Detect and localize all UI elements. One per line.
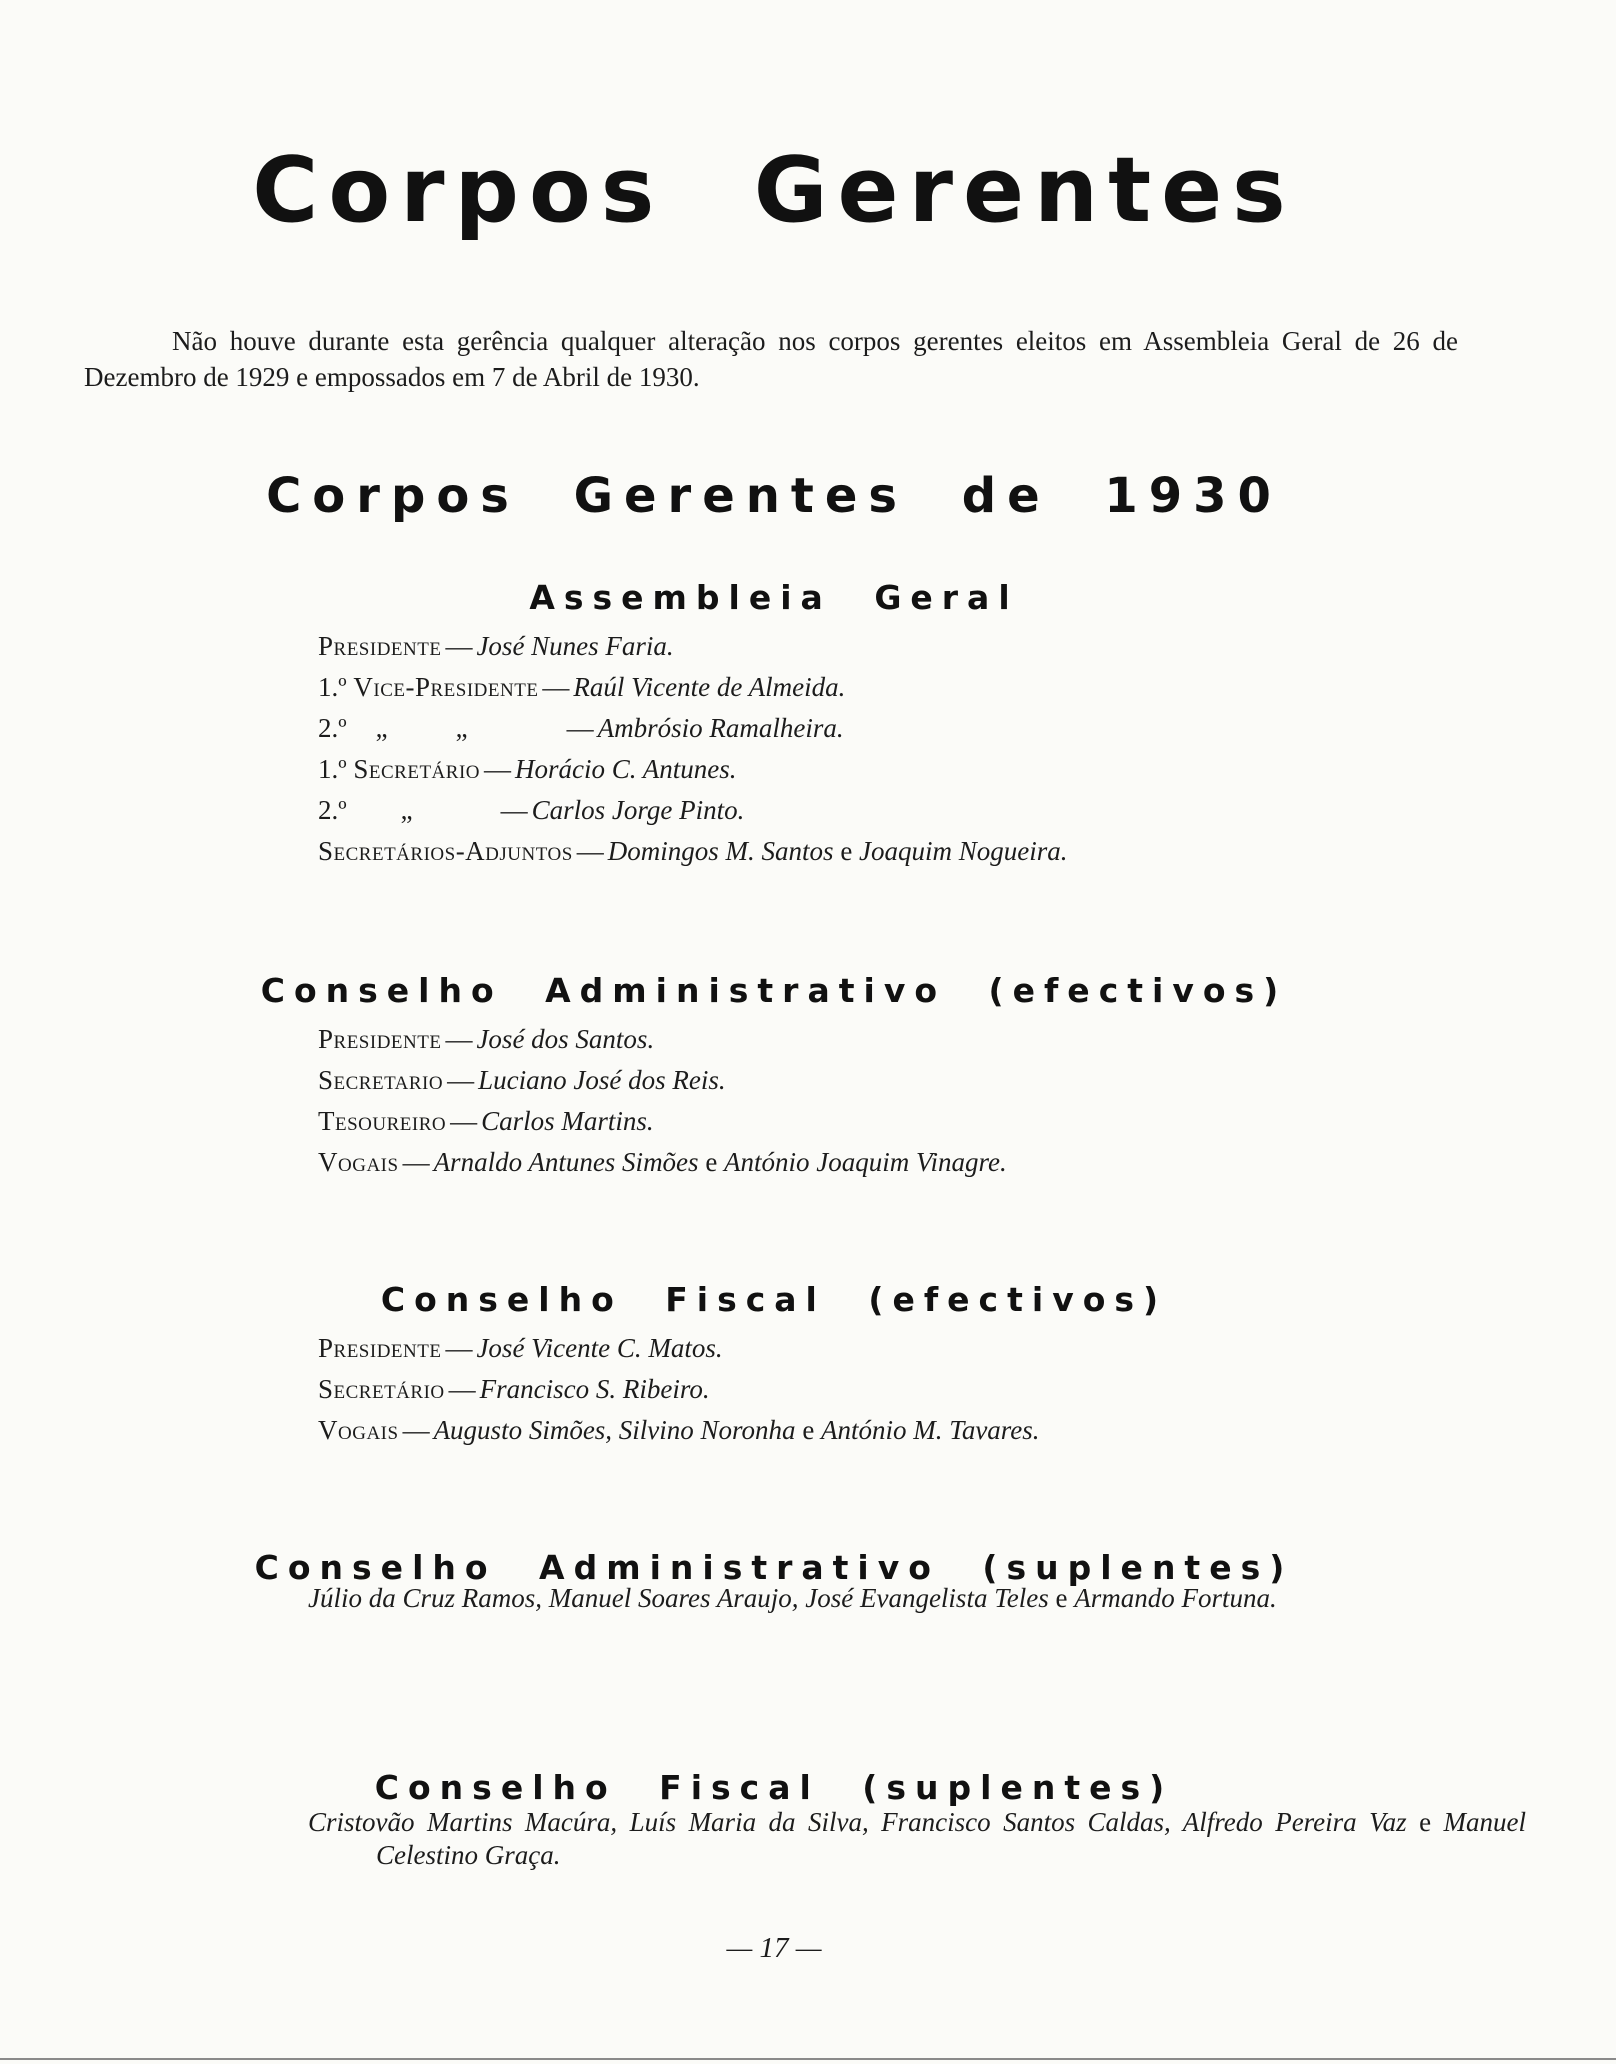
dash: — <box>576 836 604 866</box>
fiscal-efectivos-heading: Conselho Fiscal (efectivos) <box>380 1280 1168 1319</box>
role-label: Secretario <box>318 1065 444 1095</box>
ditto-mark: „ <box>455 713 468 743</box>
fiscal-efectivos-row <box>318 1369 1468 1410</box>
admin-efectivos-row <box>318 1101 1468 1142</box>
member-names: Cristovão Martins Macúra, Luís Maria da Silva, Francisco Santos Caldas, Alfredo Pereira Vaz <box>308 1807 1407 1837</box>
role-label: Presidente <box>318 1024 442 1054</box>
member-name: Armando Fortuna. <box>1074 1583 1277 1613</box>
conjunction: e <box>840 836 853 866</box>
assembleia-row <box>318 626 1468 667</box>
member-name: Raúl Vicente de Almeida. <box>573 672 846 702</box>
assembleia-heading: Assembleia Geral <box>529 578 1019 617</box>
role-label: Tesoureiro <box>318 1106 447 1136</box>
fiscal-suplentes-paragraph <box>308 1806 1526 1872</box>
intro-text: Não houve durante esta gerência qualquer alteração nos corpos gerentes eleitos em Assembleia Geral de 26 de Dezembro de 1929 e empossados em 7 de Abril de 1930. <box>84 326 1458 392</box>
ditto-mark: „ <box>375 713 388 743</box>
assembleia-row <box>318 831 1468 872</box>
assembleia-list <box>318 626 1468 872</box>
role-label: Presidente <box>318 1333 442 1363</box>
conjunction: e <box>1055 1583 1068 1613</box>
assembleia-row <box>318 667 1468 708</box>
assembleia-row <box>318 708 1468 749</box>
member-name: José Nunes Faria. <box>476 631 674 661</box>
bottom-rule <box>0 2058 1616 2060</box>
member-name: José dos Santos. <box>476 1024 655 1054</box>
member-name: Ambrósio Ramalheira. <box>597 713 844 743</box>
dash: — <box>445 1024 473 1054</box>
admin-efectivos-row <box>318 1060 1468 1101</box>
intro-paragraph <box>84 323 1458 395</box>
ordinal: 2.º <box>318 713 347 743</box>
dash: — <box>566 713 594 743</box>
member-name: Arnaldo Antunes Simões <box>433 1147 699 1177</box>
dash: — <box>447 1065 475 1095</box>
member-name: Francisco S. Ribeiro. <box>479 1374 710 1404</box>
fiscal-suplentes-heading: Conselho Fiscal (suplentes) <box>374 1768 1174 1807</box>
fiscal-efectivos-list <box>318 1328 1468 1451</box>
ordinal: 1.º <box>318 672 347 702</box>
member-name: Luciano José dos Reis. <box>478 1065 726 1095</box>
role-label: Vogais <box>318 1147 399 1177</box>
member-names: Júlio da Cruz Ramos, Manuel Soares Araujo, José Evangelista Teles <box>308 1583 1049 1613</box>
member-name: Domingos M. Santos <box>607 836 834 866</box>
year-heading: Corpos Gerentes de 1930 <box>266 467 1282 524</box>
member-name: Augusto Simões, Silvino Noronha <box>433 1415 796 1445</box>
admin-efectivos-row <box>318 1019 1468 1060</box>
member-name: Carlos Martins. <box>481 1106 654 1136</box>
member-name: Horácio C. Antunes. <box>515 754 737 784</box>
role-label: Vogais <box>318 1415 399 1445</box>
assembleia-row <box>318 790 1468 831</box>
fiscal-efectivos-row <box>318 1328 1468 1369</box>
conjunction: e <box>1419 1807 1432 1837</box>
dash: — <box>402 1415 430 1445</box>
role-label: Secretários-Adjuntos <box>318 836 573 866</box>
dash: — <box>445 1333 473 1363</box>
ordinal: 1.º <box>318 754 347 784</box>
ordinal: 2.º <box>318 795 347 825</box>
member-name: José Vicente C. Matos. <box>476 1333 723 1363</box>
member-name: António M. Tavares. <box>821 1415 1040 1445</box>
member-name: Joaquim Nogueira. <box>859 836 1068 866</box>
conjunction: e <box>705 1147 718 1177</box>
dash: — <box>402 1147 430 1177</box>
dash: — <box>448 1374 476 1404</box>
admin-efectivos-heading: Conselho Administrativo (efectivos) <box>260 971 1288 1010</box>
member-name: Carlos Jorge Pinto. <box>531 795 745 825</box>
ditto-mark: „ <box>400 795 413 825</box>
dash: — <box>484 754 511 784</box>
dash: — <box>450 1106 478 1136</box>
admin-efectivos-row <box>318 1142 1468 1183</box>
role-label: Secretário <box>318 1374 445 1404</box>
admin-efectivos-list <box>318 1019 1468 1183</box>
dash: — <box>445 631 473 661</box>
role-label: Presidente <box>318 631 442 661</box>
role-label: Vice-Presidente <box>353 672 539 702</box>
admin-suplentes-paragraph <box>308 1582 1526 1615</box>
member-name: António Joaquim Vinagre. <box>724 1147 1007 1177</box>
conjunction: e <box>802 1415 815 1445</box>
admin-suplentes-heading: Conselho Administrativo (suplentes) <box>254 1548 1294 1587</box>
dash: — <box>542 672 570 702</box>
dash: — <box>500 795 528 825</box>
assembleia-row <box>318 749 1468 790</box>
fiscal-efectivos-row <box>318 1410 1468 1451</box>
page-number: — 17 — <box>726 1932 822 1964</box>
role-label: Secretário <box>353 754 480 784</box>
member-name: Manuel Celestino Graça. <box>376 1807 1527 1870</box>
page-title: Corpos Gerentes <box>252 138 1296 244</box>
